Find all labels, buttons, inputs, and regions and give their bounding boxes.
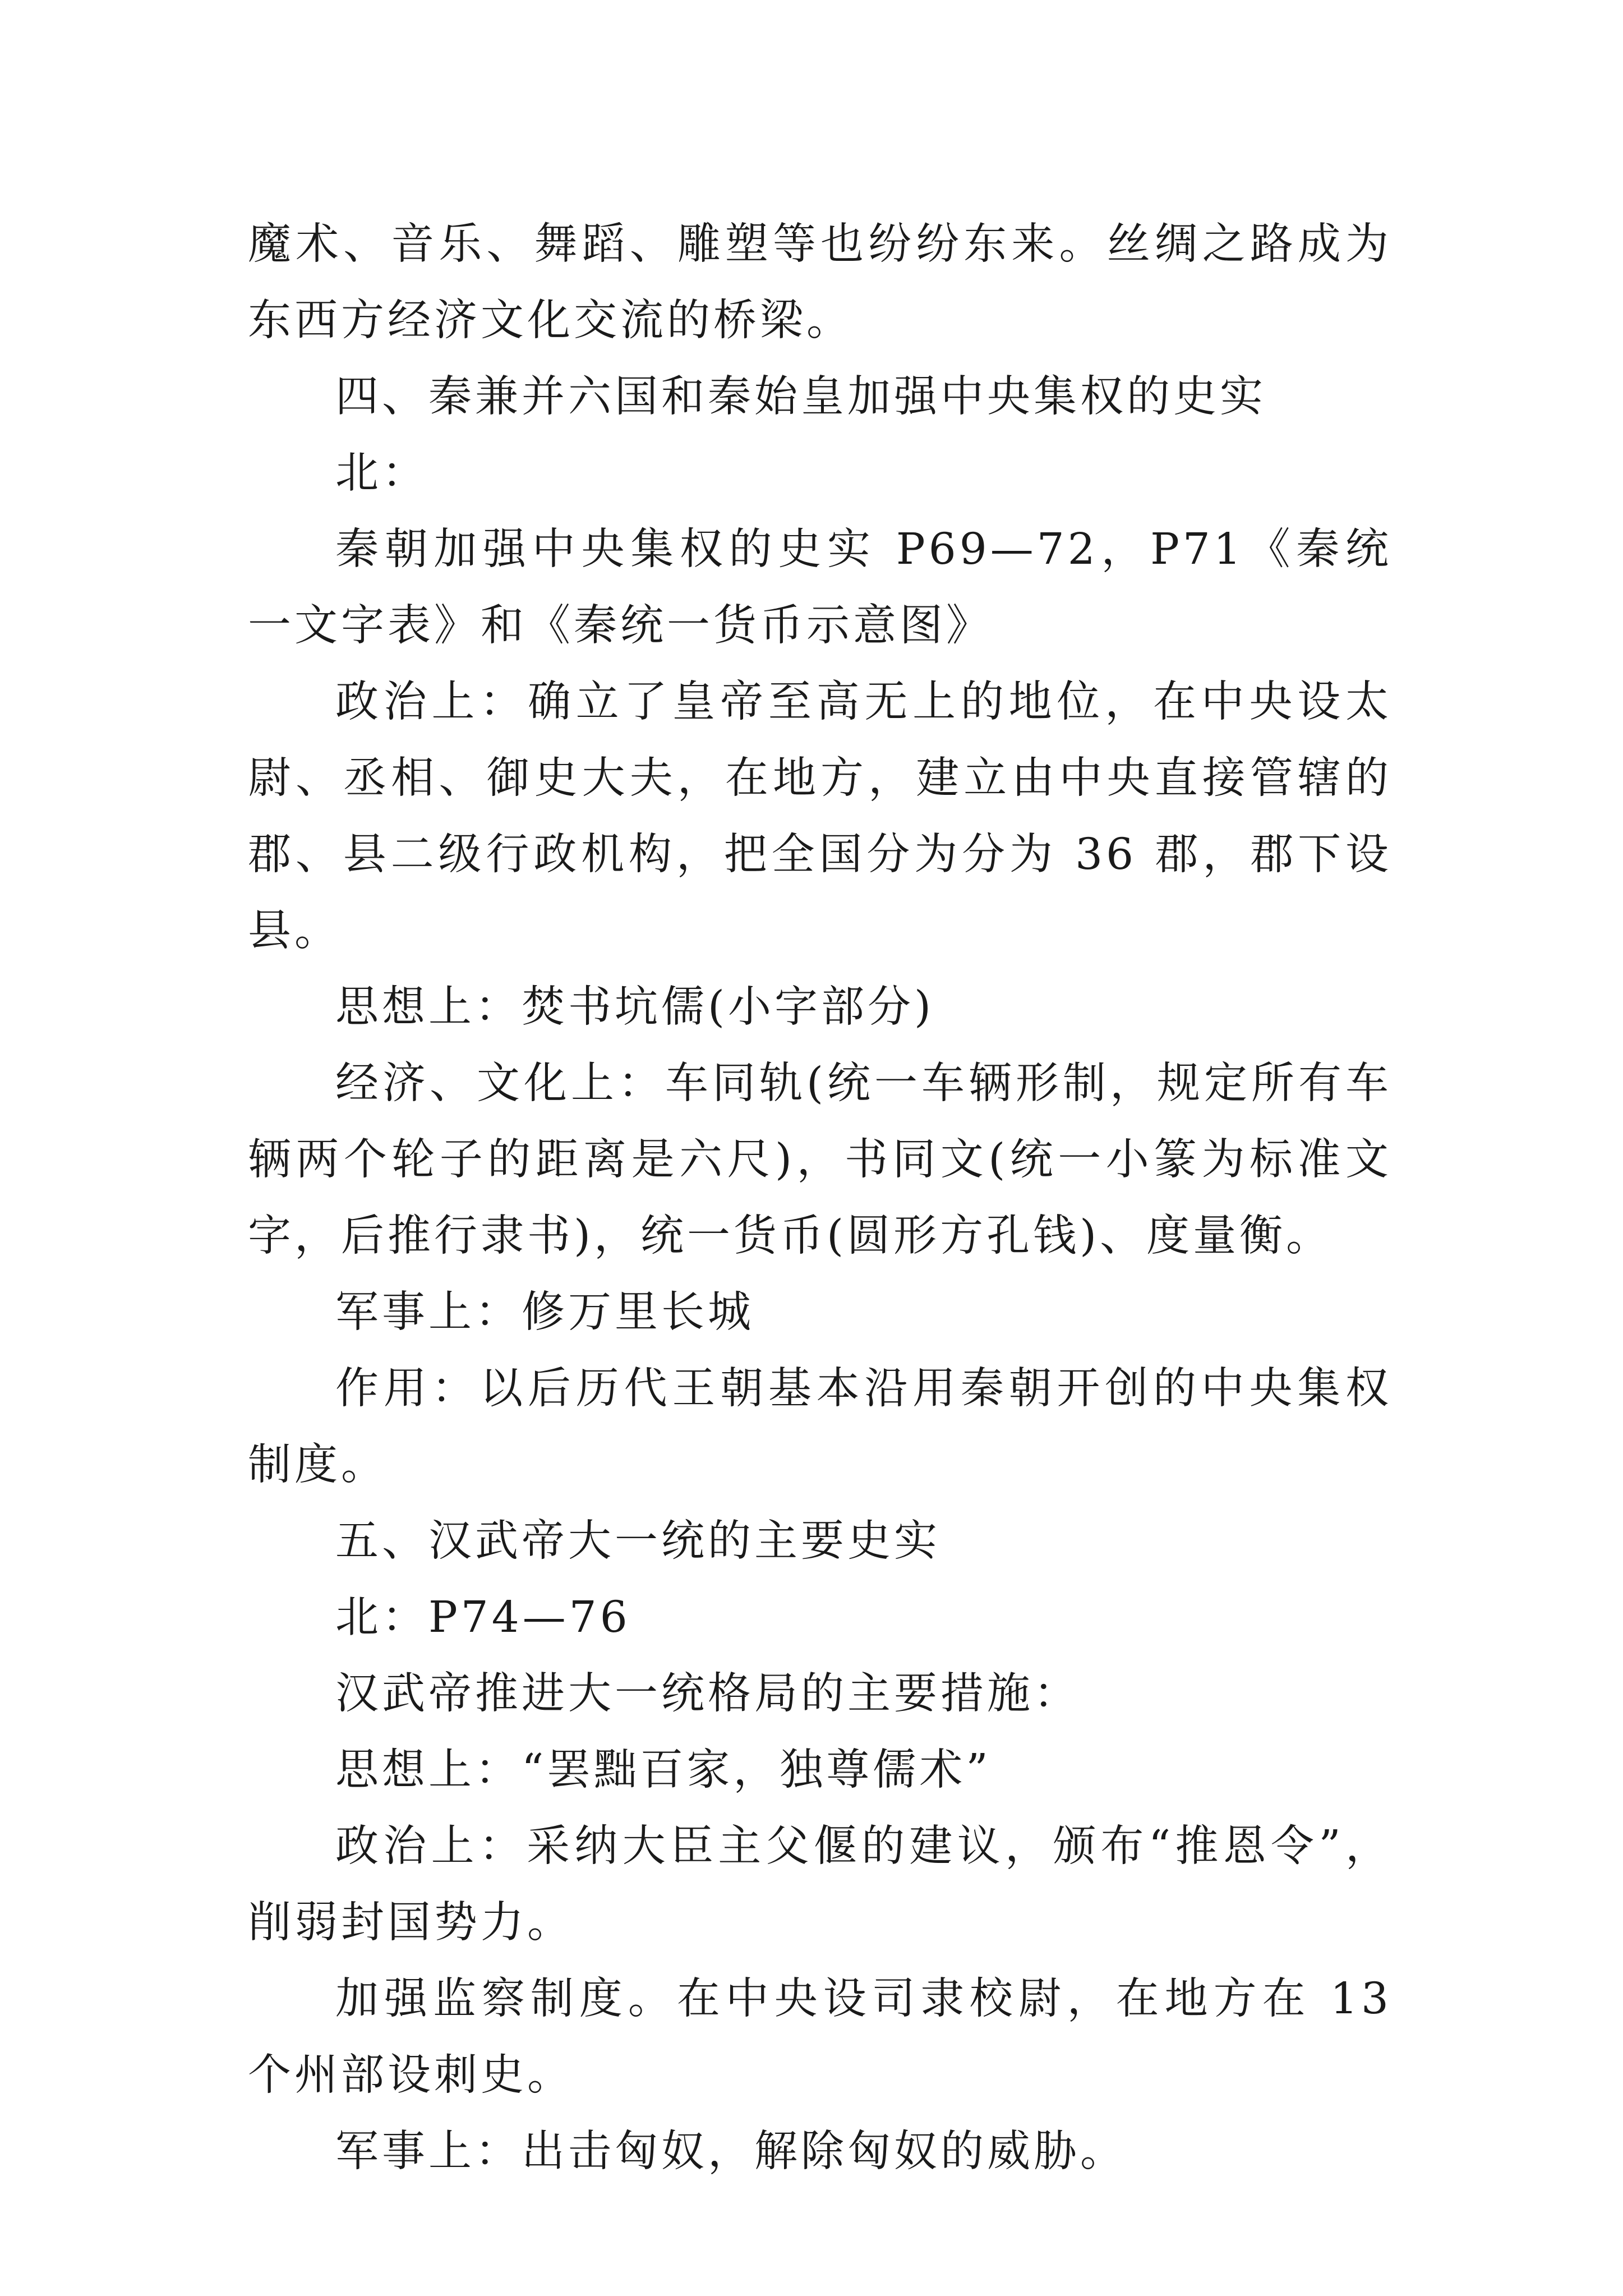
paragraph-han-military: 军事上：出击匈奴，解除匈奴的威胁。 <box>335 2127 1127 2177</box>
paragraph-qin-thought: 思想上：焚书坑儒(小字部分) <box>335 982 935 1032</box>
paragraph-silk-road-continued: 魔术、音乐、舞蹈、雕塑等也纷纷东来。丝绸之路成为东西方经济文化交流的桥梁。 <box>248 219 1392 346</box>
document-body <box>248 206 1392 2190</box>
paragraph-han-politics: 政治上：采纳大臣主父偃的建议，颁布“推恩令”，削弱封国势力。 <box>248 1821 1392 1948</box>
paragraph-qin-military: 军事上：修万里长城 <box>335 1287 754 1337</box>
paragraph-han-supervision: 加强监察制度。在中央设司隶校尉，在地方在 13 个州部设刺史。 <box>248 1974 1392 2100</box>
paragraph-qin-influence: 作用：以后历代王朝基本沿用秦朝开创的中央集权制度。 <box>248 1364 1392 1490</box>
paragraph-han-reference: 北：P74—76 <box>335 1593 631 1642</box>
paragraph-textbook-note: 北： <box>335 448 428 498</box>
heading-section-five: 五、汉武帝大一统的主要史实 <box>335 1516 940 1566</box>
paragraph-qin-reference: 秦朝加强中央集权的史实 P69—72，P71《秦统一文字表》和《秦统一货币示意图》 <box>248 524 1392 651</box>
paragraph-han-thought: 思想上：“罢黜百家，独尊儒术” <box>335 1745 992 1795</box>
heading-section-four: 四、秦兼并六国和秦始皇加强中央集权的史实 <box>335 372 1266 422</box>
paragraph-han-measures-intro: 汉武帝推进大一统格局的主要措施： <box>335 1669 1080 1719</box>
paragraph-qin-politics: 政治上：确立了皇帝至高无上的地位，在中央设太尉、丞相、御史大夫，在地方，建立由中央直接管辖的郡、县二级行政机构，把全国分为分为 36 郡，郡下设县。 <box>248 677 1392 956</box>
paragraph-qin-economy-culture: 经济、文化上：车同轨(统一车辆形制，规定所有车辆两个轮子的距离是六尺)，书同文(统一小篆为标准文字，后推行隶书)，统一货币(圆形方孔钱)、度量衡。 <box>248 1059 1392 1261</box>
